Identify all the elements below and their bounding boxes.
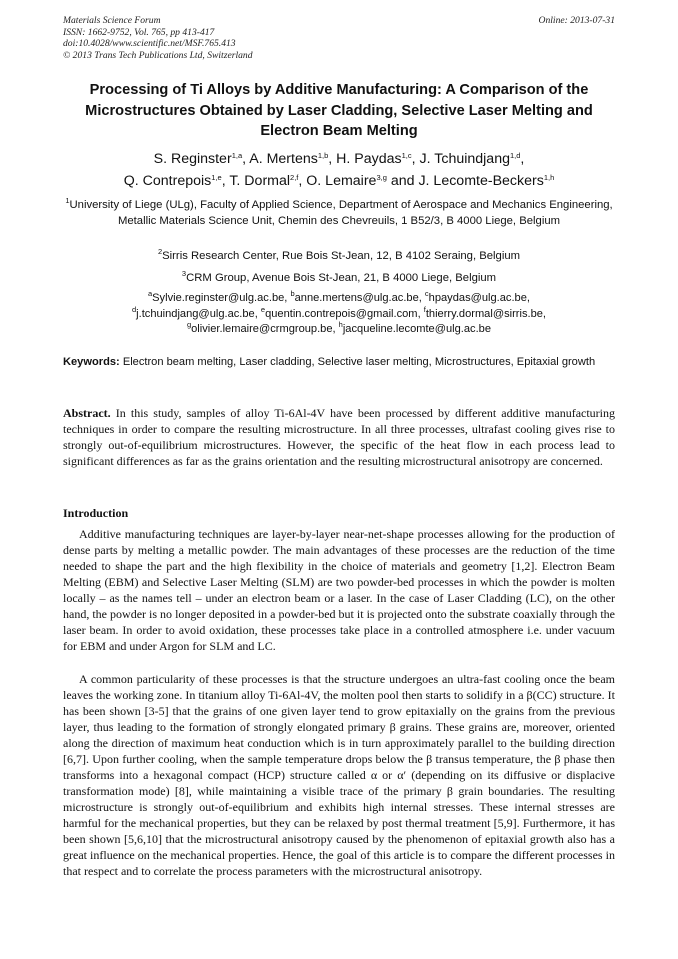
email-mark: g — [186, 320, 192, 329]
author-affiliation-mark: 3,g — [376, 173, 387, 182]
email[interactable] — [338, 320, 492, 335]
author-affiliation-mark: 1,d — [509, 151, 521, 160]
author — [306, 173, 418, 189]
author-separator: , — [520, 151, 525, 167]
email-separator: , — [526, 292, 530, 304]
email-mark: h — [338, 320, 343, 329]
author-affiliation-mark: 2,f — [290, 173, 299, 182]
abstract-label: Abstract. — [63, 406, 111, 420]
author-name: H. Paydas — [336, 151, 402, 167]
email-mark: d — [131, 304, 137, 314]
abstract-text: In this study, samples of alloy Ti-6Al-4V have been processed by different additive manufacturing techniques in order to compare the resulting microstructure. In all three processes, ultrafast cooling gives rise to strongly out-of-equilibrium microstructures. However, the specific of the heat flow in each process lead to significant differences as far as the grains orientation and the resulting microstructural anisotropy are concerned. — [63, 406, 616, 468]
email-mark: a — [147, 289, 153, 298]
email[interactable] — [147, 289, 291, 304]
keywords — [63, 355, 615, 371]
online-date: Online: 2013-07-31 — [538, 15, 615, 26]
email-address: anne.mertens@ulg.ac.be — [294, 292, 419, 304]
author-separator: , — [411, 151, 420, 167]
affiliation-text: University of Liege (ULg), Faculty of Applied Science, Department of Aerospace and Mechanics Engineering, Metallic Materials Science Unit, Chemin des Chevreuils, 1 B52/3, B 4000 Liege, Belgium — [69, 199, 613, 227]
section-heading-introduction: Introduction — [63, 506, 129, 520]
journal-name: Materials Science Forum — [63, 15, 161, 26]
copyright-line: © 2013 Trans Tech Publications Ltd, Switzerland — [63, 49, 253, 61]
author-name: T. Dormal — [229, 173, 291, 189]
paper-title: Processing of Ti Alloys by Additive Manufacturing: A Comparison of the Microstructures Obtained by Laser Cladding, Selective Laser Melting and Electron Beam Melting — [85, 82, 593, 139]
keywords-label: Keywords: — [63, 356, 120, 368]
email-address: olivier.lemaire@crmgroup.be — [191, 323, 333, 335]
email-mark: e — [260, 304, 266, 314]
email-address: hpaydas@ulg.ac.be — [428, 292, 527, 304]
email-separator: , — [284, 292, 291, 304]
email[interactable] — [186, 320, 339, 335]
intro-paragraph-2: A common particularity of these processes is that the structure undergoes an ultra-fast cooling once the beam leaves the working zone. In titanium alloy Ti-6Al-4V, the molten pool then starts to solidify in a β(CC) structure. It has been shown [3-5] that the grains of one given layer tend to grow epitaxially on the grains from the previous layer, thus leading to the formation of strongly elongated primary β grains. These grains are, moreover, oriented along the direction of maximum heat conduction which is in turn approximately parallel to the building direction [6,7]. Upon further cooling, when the sample temperature drops below the β transus temperature, the β phase then transforms into a hexagonal compact (HCP) structure called α or α′ (depending on its diffusive or displacive transformation mode) [8], while maintaining a visible trace of the primary β grain boundaries. The resulting microstructure is strongly out-of-equilibrium and exhibits high internal stresses. These internal stresses are harmful for the mechanical properties, but they can be relaxed by post thermal treatment [5,9]. Furthermore, it has been shown [5,6,10] that the microstructural anisotropy caused by the phenomenon of epitaxial growth also has a great influence on the mechanical properties. Hence, the goal of this article is to compare the different processes in that respect and to correlate the process parameters with the microstructural anisotropy. — [63, 672, 615, 878]
journal-header — [63, 15, 615, 61]
affiliation-text: Sirris Research Center, Rue Bois St-Jean, 12, B 4102 Seraing, Belgium — [162, 250, 521, 262]
author-separator: and — [386, 173, 419, 189]
doi-line[interactable]: doi:10.4028/www.scientific.net/MSF.765.413 — [63, 38, 236, 49]
author-name: O. Lemaire — [306, 173, 377, 189]
email[interactable] — [423, 304, 547, 320]
author-affiliation-mark: 1,b — [317, 151, 329, 160]
intro-paragraph-1: Additive manufacturing techniques are layer-by-layer near-net-shape processes allowing for the production of dense parts by melting a metallic powder. The main advantages of these processes are the reduction of the time needed to shape the part and the high flexibility in the choice of materials and geometry [1,2]. Electron Beam Melting (EBM) and Selective Laser Melting (SLM) are two powder-bed processes in which the powder is molten locally – as the names tell – under an electron beam or a laser. In the case of Laser Cladding (LC), on the other hand, the powder is no longer deposited in a powder-bed but it is projected onto the substrate coaxially through the laser beam. In order to avoid oxidation, these processes take place in a controlled atmosphere i.e. under vacuum for EBM and under Argon for SLM and LC. — [63, 527, 615, 653]
author-affiliation-mark: 1,e — [211, 173, 222, 182]
email[interactable] — [424, 289, 530, 304]
affiliation-mark: 3 — [181, 269, 187, 278]
author-separator: , — [221, 173, 230, 189]
email[interactable] — [131, 304, 261, 320]
email-mark: f — [423, 304, 426, 314]
author-separator: , — [328, 151, 337, 167]
email-separator: , — [418, 292, 425, 304]
affiliation-2 — [63, 249, 615, 265]
affiliation-mark: 1 — [65, 196, 70, 205]
email-mark: b — [290, 289, 295, 298]
author — [229, 173, 306, 189]
email-address: j.tchuindjang@ulg.ac.be — [136, 307, 255, 320]
email-separator: , — [542, 307, 547, 320]
author — [418, 173, 554, 189]
author-separator: , — [298, 173, 307, 189]
affiliation-3 — [63, 271, 615, 287]
author-name: Q. Contrepois — [123, 173, 212, 189]
email-mark: c — [424, 289, 429, 298]
author-name: J. Lecomte-Beckers — [418, 173, 544, 189]
email-address: thierry.dormal@sirris.be — [425, 307, 543, 320]
author-affiliation-mark: 1,c — [401, 151, 412, 160]
email[interactable] — [290, 289, 425, 304]
email-separator: , — [254, 307, 261, 320]
affiliation-mark: 2 — [157, 247, 163, 256]
author-name: S. Reginster — [153, 151, 232, 167]
affiliation-1 — [63, 198, 615, 229]
author — [154, 151, 250, 167]
email[interactable] — [260, 304, 424, 320]
issn-line: ISSN: 1662-9752, Vol. 765, pp 413-417 — [63, 26, 215, 38]
author-affiliation-mark: 1,h — [543, 173, 555, 182]
email-address: jacqueline.lecomte@ulg.ac.be — [342, 323, 492, 335]
author — [249, 151, 336, 167]
author-list — [55, 148, 623, 192]
email-address: Sylvie.reginster@ulg.ac.be — [152, 292, 285, 304]
keywords-text: Electron beam melting, Laser cladding, Selective laser melting, Microstructures, Epitaxial growth — [122, 356, 596, 368]
affiliation-text: CRM Group, Avenue Bois St-Jean, 21, B 4000 Liege, Belgium — [186, 272, 497, 284]
author — [336, 151, 419, 167]
author-affiliation-mark: 1,a — [231, 151, 243, 160]
author-name: A. Mertens — [249, 151, 318, 167]
author — [124, 173, 230, 189]
email-separator: , — [417, 307, 424, 320]
author-name: J. Tchuindjang — [419, 151, 510, 167]
email-separator: , — [332, 323, 339, 335]
author-separator: , — [242, 151, 250, 167]
email-list — [63, 291, 615, 338]
author — [420, 151, 525, 167]
abstract — [63, 405, 615, 469]
email-address: quentin.contrepois@gmail.com — [265, 307, 418, 320]
